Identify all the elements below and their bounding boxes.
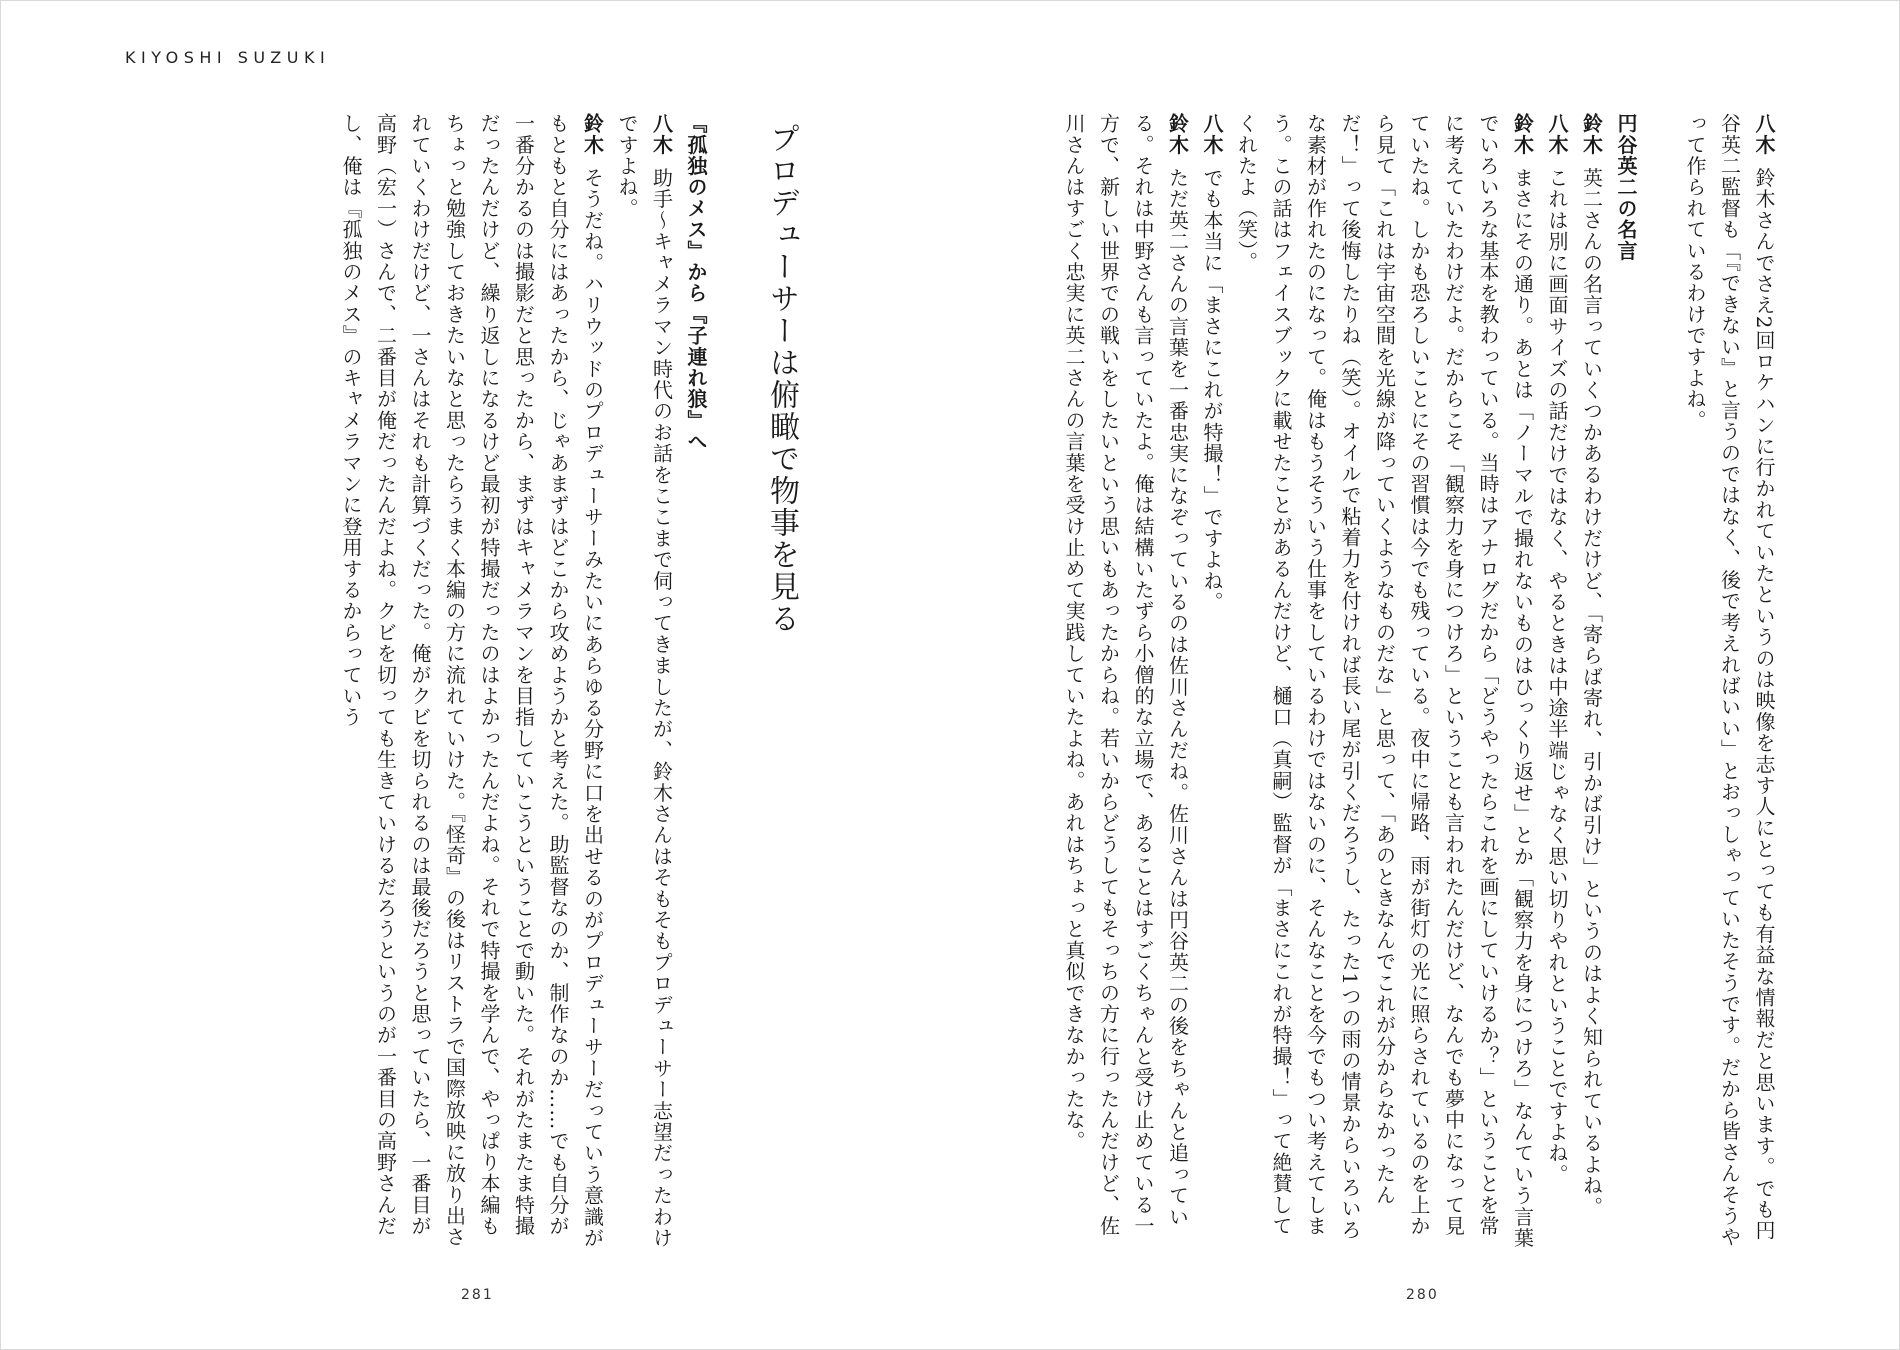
paragraph-text: 英二さんの名言っていくつかあるわけだけど、「寄らば寄れ、引かば引け」というのはよく知られているよね。 [1579,167,1604,1218]
section-subheading: 『孤独のメス』から『子連れ狼』へ [684,113,708,453]
speaker-label: 鈴木 [1579,113,1604,156]
page-number-left: 281 [461,1287,494,1303]
chapter-title: プロデューサーは俯瞰で物事を見る [764,123,799,635]
page-left [119,113,849,1253]
paragraph-text: でも本当に「まさにこれが特撮！」ですよね。 [1200,167,1224,613]
section-subheading: 円谷英二の名言 [1614,113,1638,262]
paragraph-spacer [1643,113,1678,1253]
paragraph [1574,113,1609,1253]
paragraph [1057,113,1195,1253]
paragraph-text: まさにその通り。あとは「ノーマルで撮れないものはひっくり返せ」とか「観察力を身につけろ」なんていう言葉でいろいろな基本を教わっている。当時はアナログだから「どうやったらこれを画にしていけるか？」ということを常に考えていたわけだよ。だからこそ「観察力を身につけろ」ということも言われたんだけど、なんでも夢中になって見ていたね。しかも恐ろしいことにその習慣は今でも残っている。夜中に帰路、雨が街灯の光に照らされているのを上から見て「これは宇宙空間を光線が降っていくようなものだな」と思って、「あのときなんでこれが分からなかったんだ！」って後悔したりね（笑）。オイルで粘着力を付ければ長い尾が引くだろうし、たった1つの雨の情景からいろいろな素材が作れたのになって。俺はもうそういう仕事をしているわけではないのに、そんなことを今でもつい考えてしまう。この話はフェイスブックに載せたことがあるんだけど、樋口（真嗣）監督が「まさにこれが特撮！」って絶賛してくれたよ（笑）。 [1234,113,1535,1249]
paragraph-text: これは別に画面サイズの話だけではなく、やるときは中途半端じゃなく思い切りやれということですよね。 [1545,167,1569,1186]
speaker-label: 八木 [1545,113,1569,156]
speaker-label: 鈴木 [1165,113,1190,156]
paragraph-text: 鈴木さんでさえ2回ロケハンに行かれていたというのは映像を志す人にとっても有益な情報だと思います。でも円谷英二監督も「『できない』と言うのではなく、後で考えればいい」とおっしゃっていたそうです。だから皆さんそうやって作られているわけですよね。 [1683,113,1776,1248]
paragraph-text: ただ英二さんの言葉を一番忠実になぞっているのは佐川さんだね。佐川さんは円谷英二の後をちゃんと追っている。それは中野さんも言っていたよ。俺は結構いたずら小僧的な立場で、あることはすごくちゃんと受け止めている一方で、新しい世界での戦いをしたいという思いもあったからね。若いからどうしてもそっちの方に行ったんだけど、佐川さんはすごく忠実に英二さんの言葉を受け止めて実践していたよね。あれはちょっと真似できなかったな。 [1062,113,1190,1237]
paragraph-text: そうだね。ハリウッドのプロデューサーみたいにあらゆる分野に口を出せるのがプロデューサーだっていう意識がもともと自分にはあったから、じゃあまずはどこから攻めようかと考えた。助監督なのか、制作なのか……でも自分が一番分かるのは撮影だと思ったから、まずはキャメラマンを目指していこうということで動いた。それがたまたま特撮だったんだけど、繰り返しになるけど最初が特撮だったのはよかったんだよね。それで特撮を学んで、やっぱり本編もちょっと勉強しておきたいなと思ったらうまく本編の方に流れていけた。『怪奇』の後はリストラで国際放映に放り出されていくわけだけど、一さんはそれも計算づくだった。俺がクビを切られるのは最後だろうと思っていたら、一番目が高野（宏一）さんで、二番目が俺だったんだよね。クビを切っても生きていけるだろうというのが一番目の高野さんだし、俺は『孤独のメス』のキャメラマンに登用するからっていう [339,113,605,1249]
speaker-label: 八木 [1200,113,1224,156]
speaker-label: 鈴木 [1510,113,1535,156]
paragraph [1229,113,1540,1253]
paragraph [1678,113,1782,1253]
page-right [781,113,1781,1253]
speaker-label: 鈴木 [580,113,605,156]
page-number-right: 280 [1406,1287,1439,1303]
speaker-label: 八木 [649,113,674,156]
paragraph [334,113,610,1253]
paragraph [1195,113,1230,1253]
paragraph-text: 助手～キャメラマン時代のお話をここまで伺ってきましたが、鈴木さんはそもそもプロデューサー志望だったわけですよね。 [615,113,674,1249]
paragraph [1540,113,1575,1253]
speaker-label: 八木 [1752,113,1776,156]
running-header: KIYOSHI SUZUKI [125,48,331,67]
paragraph [610,113,679,1253]
